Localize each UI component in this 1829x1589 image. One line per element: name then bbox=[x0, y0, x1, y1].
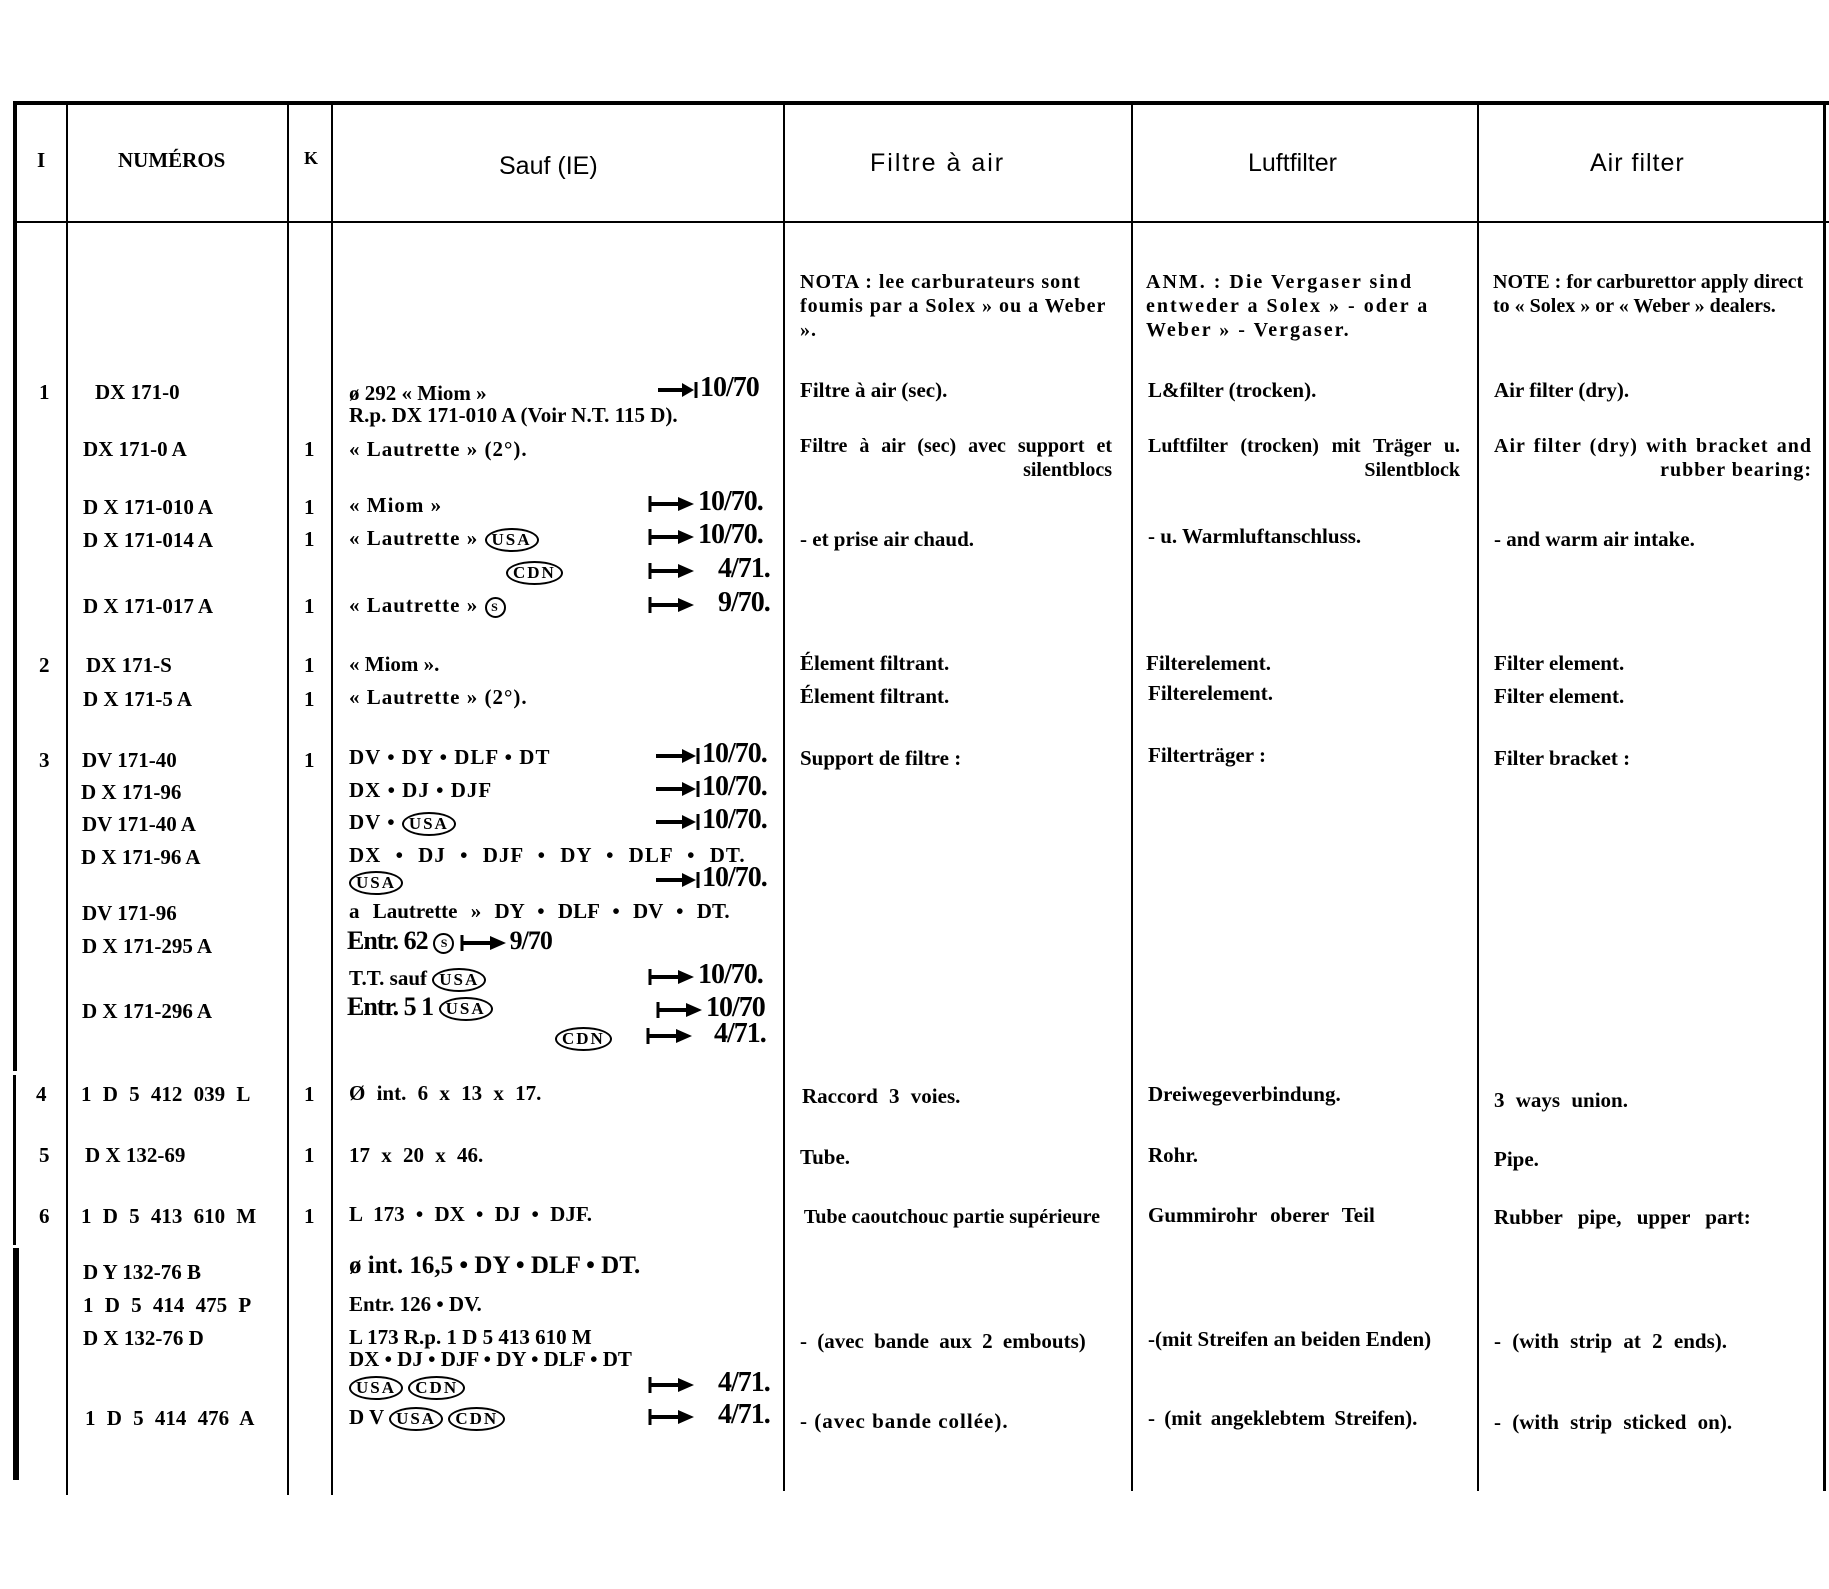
header-french: Filtre à air bbox=[870, 149, 1006, 177]
row-index: 6 bbox=[39, 1204, 50, 1228]
desc-german: - (mit angeklebtem Streifen). bbox=[1148, 1406, 1418, 1430]
k-value: 1 bbox=[304, 1082, 315, 1106]
desc-french: Élement filtrant. bbox=[800, 651, 950, 675]
desc-french: Tube. bbox=[800, 1145, 851, 1169]
desc-german: Filterelement. bbox=[1146, 651, 1271, 675]
desc-english: Air filter (dry). bbox=[1494, 378, 1630, 402]
sauf-text: 17 x 20 x 46. bbox=[349, 1143, 484, 1167]
col-divider bbox=[287, 103, 289, 1495]
part-number: D X 171-96 A bbox=[81, 845, 201, 869]
usa-mark: USA bbox=[349, 871, 403, 895]
cdn-mark: CDN bbox=[506, 561, 563, 585]
part-number: DX 171-0 A bbox=[83, 437, 187, 461]
sauf-text: R.p. DX 171-010 A (Voir N.T. 115 D). bbox=[349, 403, 678, 427]
part-number: DV 171-96 bbox=[82, 901, 177, 925]
sauf-label: DV • bbox=[349, 810, 396, 834]
desc-english: Filter bracket : bbox=[1494, 746, 1631, 770]
row-index: 5 bbox=[39, 1143, 50, 1167]
desc-english: Pipe. bbox=[1494, 1147, 1539, 1171]
desc-english: 3 ways union. bbox=[1494, 1088, 1628, 1112]
arrow-to-bar-icon bbox=[658, 381, 700, 399]
header-numbers: NUMÉROS bbox=[118, 148, 226, 172]
row-index: 4 bbox=[36, 1082, 47, 1106]
desc-english: - (with strip at 2 ends). bbox=[1494, 1329, 1727, 1353]
change-date bbox=[648, 1367, 770, 1399]
desc-french: Filtre à air (sec). bbox=[800, 378, 948, 402]
col-divider bbox=[1823, 103, 1826, 1491]
arrow-to-bar-icon bbox=[656, 780, 702, 798]
desc-english: - (with strip sticked on). bbox=[1494, 1410, 1733, 1434]
usa-mark: USA bbox=[402, 812, 456, 836]
k-value: 1 bbox=[304, 1204, 315, 1228]
sauf-text: DV • DY • DLF • DT bbox=[349, 745, 551, 769]
change-date-text: 4/71. bbox=[714, 1018, 766, 1049]
desc-french: - et prise air chaud. bbox=[800, 527, 975, 551]
row-index: 1 bbox=[39, 380, 50, 404]
sauf-label: « Lautrette » bbox=[349, 526, 479, 550]
sauf-text: DX • DJ • DJF • DY • DLF • DT bbox=[349, 1347, 632, 1371]
sauf-text: a Lautrette » DY • DLF • DV • DT. bbox=[349, 899, 730, 923]
k-value: 1 bbox=[304, 1143, 315, 1167]
usa-mark: USA bbox=[389, 1407, 443, 1431]
sauf-text bbox=[349, 966, 486, 992]
part-number: DV 171-40 bbox=[82, 748, 177, 772]
desc-german: L&filter (trocken). bbox=[1148, 378, 1317, 402]
desc-french: - (avec bande collée). bbox=[800, 1409, 1009, 1433]
part-number: D X 171-96 bbox=[81, 780, 182, 804]
top-rule bbox=[13, 101, 1829, 105]
sauf-text bbox=[349, 1405, 505, 1431]
change-date-text: 10/70 bbox=[700, 372, 759, 403]
part-number: 1 D 5 414 475 P bbox=[83, 1293, 252, 1317]
bar-to-arrow-icon bbox=[656, 1001, 706, 1019]
bar-to-arrow-icon bbox=[648, 562, 698, 580]
note-french: NOTA : lee carburateurs sont foumis par a Solex » ou a Weber ». bbox=[800, 271, 1107, 341]
change-date-text: 4/71. bbox=[718, 553, 770, 584]
part-number: D Y 132-76 B bbox=[83, 1260, 202, 1284]
desc-german: Luftfilter (trocken) mit Träger u. Silentblock bbox=[1148, 435, 1460, 481]
bar-to-arrow-icon bbox=[648, 1376, 698, 1394]
part-number: 1 D 5 414 476 A bbox=[85, 1406, 255, 1430]
change-date-text: 10/70. bbox=[702, 771, 767, 802]
bar-to-arrow-icon bbox=[648, 495, 698, 513]
sauf-label: Entr. 5 1 bbox=[347, 992, 434, 1021]
part-number: D X 132-69 bbox=[85, 1143, 186, 1167]
sauf-text bbox=[347, 992, 493, 1022]
change-date-text: 10/70. bbox=[702, 862, 767, 893]
usa-mark: USA bbox=[349, 1376, 403, 1400]
col-divider bbox=[66, 103, 68, 1495]
change-date bbox=[646, 1018, 766, 1050]
header-rule bbox=[13, 221, 1829, 223]
bar-to-arrow-icon bbox=[648, 968, 698, 986]
cdn-mark: CDN bbox=[448, 1407, 505, 1431]
desc-english: Air filter (dry) with bracket and rubber bearing: bbox=[1494, 435, 1812, 481]
k-value: 1 bbox=[304, 437, 315, 461]
change-date-text: 4/71. bbox=[718, 1399, 770, 1430]
cdn-mark: CDN bbox=[408, 1376, 465, 1400]
s-mark: S bbox=[485, 597, 506, 618]
sauf-text bbox=[347, 926, 552, 956]
change-date bbox=[656, 771, 767, 803]
mark-line bbox=[349, 869, 403, 895]
header-k: K bbox=[304, 148, 319, 168]
desc-german: Filterträger : bbox=[1148, 743, 1266, 767]
desc-german: Filterelement. bbox=[1148, 681, 1273, 705]
col-divider bbox=[783, 103, 785, 1491]
bar-to-arrow-icon bbox=[460, 934, 510, 952]
sauf-label: T.T. sauf bbox=[349, 966, 427, 990]
cdn-mark: CDN bbox=[555, 1027, 612, 1051]
desc-french: Élement filtrant. bbox=[800, 684, 950, 708]
k-value: 1 bbox=[304, 527, 315, 551]
desc-french: Tube caoutchouc partie supérieure bbox=[803, 1206, 1100, 1228]
desc-german: Rohr. bbox=[1148, 1143, 1198, 1167]
desc-german: Gummirohr oberer Teil bbox=[1148, 1203, 1375, 1227]
s-mark: S bbox=[433, 933, 454, 954]
k-value: 1 bbox=[304, 653, 315, 677]
desc-french: - (avec bande aux 2 embouts) bbox=[800, 1329, 1086, 1353]
sauf-text: DX • DJ • DJF bbox=[349, 778, 493, 802]
desc-english: Rubber pipe, upper part: bbox=[1494, 1205, 1751, 1229]
bar-to-arrow-icon bbox=[648, 596, 698, 614]
sauf-label: D V bbox=[349, 1405, 384, 1429]
sauf-text: « Miom » bbox=[349, 493, 443, 517]
part-number: D X 171-014 A bbox=[83, 528, 214, 552]
part-number: D X 171-017 A bbox=[83, 594, 214, 618]
change-date bbox=[648, 1399, 770, 1431]
k-value: 1 bbox=[304, 594, 315, 618]
change-date bbox=[648, 519, 763, 551]
sauf-text: DX • DJ • DJF • DY • DLF • DT. bbox=[349, 843, 746, 867]
sauf-text: ø int. 16,5 • DY • DLF • DT. bbox=[349, 1252, 641, 1279]
change-date-text: 4/71. bbox=[718, 1367, 770, 1398]
col-divider bbox=[13, 101, 17, 1071]
mark-line bbox=[506, 559, 563, 585]
change-date-text: 9/70. bbox=[718, 587, 770, 618]
k-value: 1 bbox=[304, 687, 315, 711]
change-date bbox=[648, 587, 770, 619]
desc-french: Raccord 3 voies. bbox=[802, 1084, 961, 1108]
part-number: DV 171-40 A bbox=[82, 812, 196, 836]
change-date bbox=[648, 486, 763, 518]
sauf-text: « Lautrette » (2°). bbox=[349, 685, 528, 709]
change-date bbox=[656, 738, 767, 770]
col-divider bbox=[331, 103, 333, 1495]
row-index: 2 bbox=[39, 653, 50, 677]
k-value: 1 bbox=[304, 748, 315, 772]
desc-german: Dreiwegeverbindung. bbox=[1148, 1082, 1341, 1106]
change-date bbox=[656, 862, 767, 894]
mark-line bbox=[349, 1374, 465, 1400]
sauf-text: Ø int. 6 x 13 x 17. bbox=[349, 1081, 542, 1105]
usa-mark: USA bbox=[485, 528, 539, 552]
sauf-text: L 173 • DX • DJ • DJF. bbox=[349, 1202, 592, 1226]
part-number: D X 171-5 A bbox=[83, 687, 193, 711]
sauf-text bbox=[349, 810, 456, 836]
desc-english: Filter element. bbox=[1494, 684, 1625, 708]
header-german: Luftfilter bbox=[1248, 149, 1337, 177]
change-date-text: 10/70. bbox=[698, 519, 763, 550]
change-date-text: 10/70. bbox=[698, 486, 763, 517]
part-number: D X 171-010 A bbox=[83, 495, 214, 519]
sauf-text: ø 292 « Miom » bbox=[349, 381, 487, 405]
col-divider bbox=[13, 1248, 19, 1480]
header-english: Air filter bbox=[1590, 149, 1685, 177]
change-date-text: 10/70. bbox=[698, 959, 763, 990]
part-number: DX 171-S bbox=[86, 653, 172, 677]
col-divider bbox=[1477, 103, 1479, 1491]
part-number: 1 D 5 413 610 M bbox=[81, 1204, 257, 1228]
usa-mark: USA bbox=[439, 997, 493, 1021]
k-value: 1 bbox=[304, 495, 315, 519]
sauf-text: L 173 R.p. 1 D 5 413 610 M bbox=[349, 1325, 592, 1349]
header-index: I bbox=[37, 148, 46, 172]
change-date bbox=[656, 804, 767, 836]
change-date-text: 10/70 bbox=[706, 992, 765, 1023]
desc-french: Support de filtre : bbox=[800, 746, 962, 770]
change-date bbox=[648, 959, 763, 991]
desc-english: - and warm air intake. bbox=[1494, 527, 1695, 551]
note-english: NOTE : for carburettor apply direct to « Solex » or « Weber » dealers. bbox=[1493, 271, 1804, 317]
arrow-to-bar-icon bbox=[656, 747, 702, 765]
desc-german: -(mit Streifen an beiden Enden) bbox=[1148, 1327, 1432, 1351]
arrow-to-bar-icon bbox=[656, 813, 702, 831]
sauf-text bbox=[349, 526, 539, 552]
sauf-text: « Lautrette » (2°). bbox=[349, 437, 528, 461]
mark-line bbox=[555, 1025, 612, 1051]
arrow-to-bar-icon bbox=[656, 871, 702, 889]
part-number: D X 132-76 D bbox=[83, 1326, 204, 1350]
bar-to-arrow-icon bbox=[646, 1027, 696, 1045]
change-date bbox=[658, 372, 759, 404]
sauf-text bbox=[349, 593, 506, 618]
sauf-text: Entr. 126 • DV. bbox=[349, 1292, 482, 1316]
header-sauf: Sauf (IE) bbox=[499, 152, 598, 180]
note-german: ANM. : Die Vergaser sind entweder a Solex » - oder a Weber » - Vergaser. bbox=[1146, 271, 1430, 341]
row-index: 3 bbox=[39, 748, 50, 772]
part-number: DX 171-0 bbox=[95, 380, 180, 404]
usa-mark: USA bbox=[432, 968, 486, 992]
col-divider bbox=[1131, 103, 1133, 1491]
bar-to-arrow-icon bbox=[648, 1408, 698, 1426]
change-date-text: 10/70. bbox=[702, 804, 767, 835]
part-number: D X 171-296 A bbox=[82, 999, 213, 1023]
desc-english: Filter element. bbox=[1494, 651, 1625, 675]
col-divider bbox=[13, 1075, 16, 1245]
desc-french: Filtre à air (sec) avec support et silentblocs bbox=[800, 435, 1112, 481]
bar-to-arrow-icon bbox=[648, 528, 698, 546]
change-date-text: 10/70. bbox=[702, 738, 767, 769]
part-number: D X 171-295 A bbox=[82, 934, 213, 958]
sauf-text: « Miom ». bbox=[349, 652, 440, 676]
change-date bbox=[648, 553, 770, 585]
sauf-label: « Lautrette » bbox=[349, 593, 479, 617]
change-date-text: 9/70 bbox=[509, 926, 552, 955]
desc-german: - u. Warmluftanschluss. bbox=[1148, 524, 1362, 548]
sauf-label: Entr. 62 bbox=[347, 926, 428, 955]
part-number: 1 D 5 412 039 L bbox=[81, 1082, 251, 1106]
